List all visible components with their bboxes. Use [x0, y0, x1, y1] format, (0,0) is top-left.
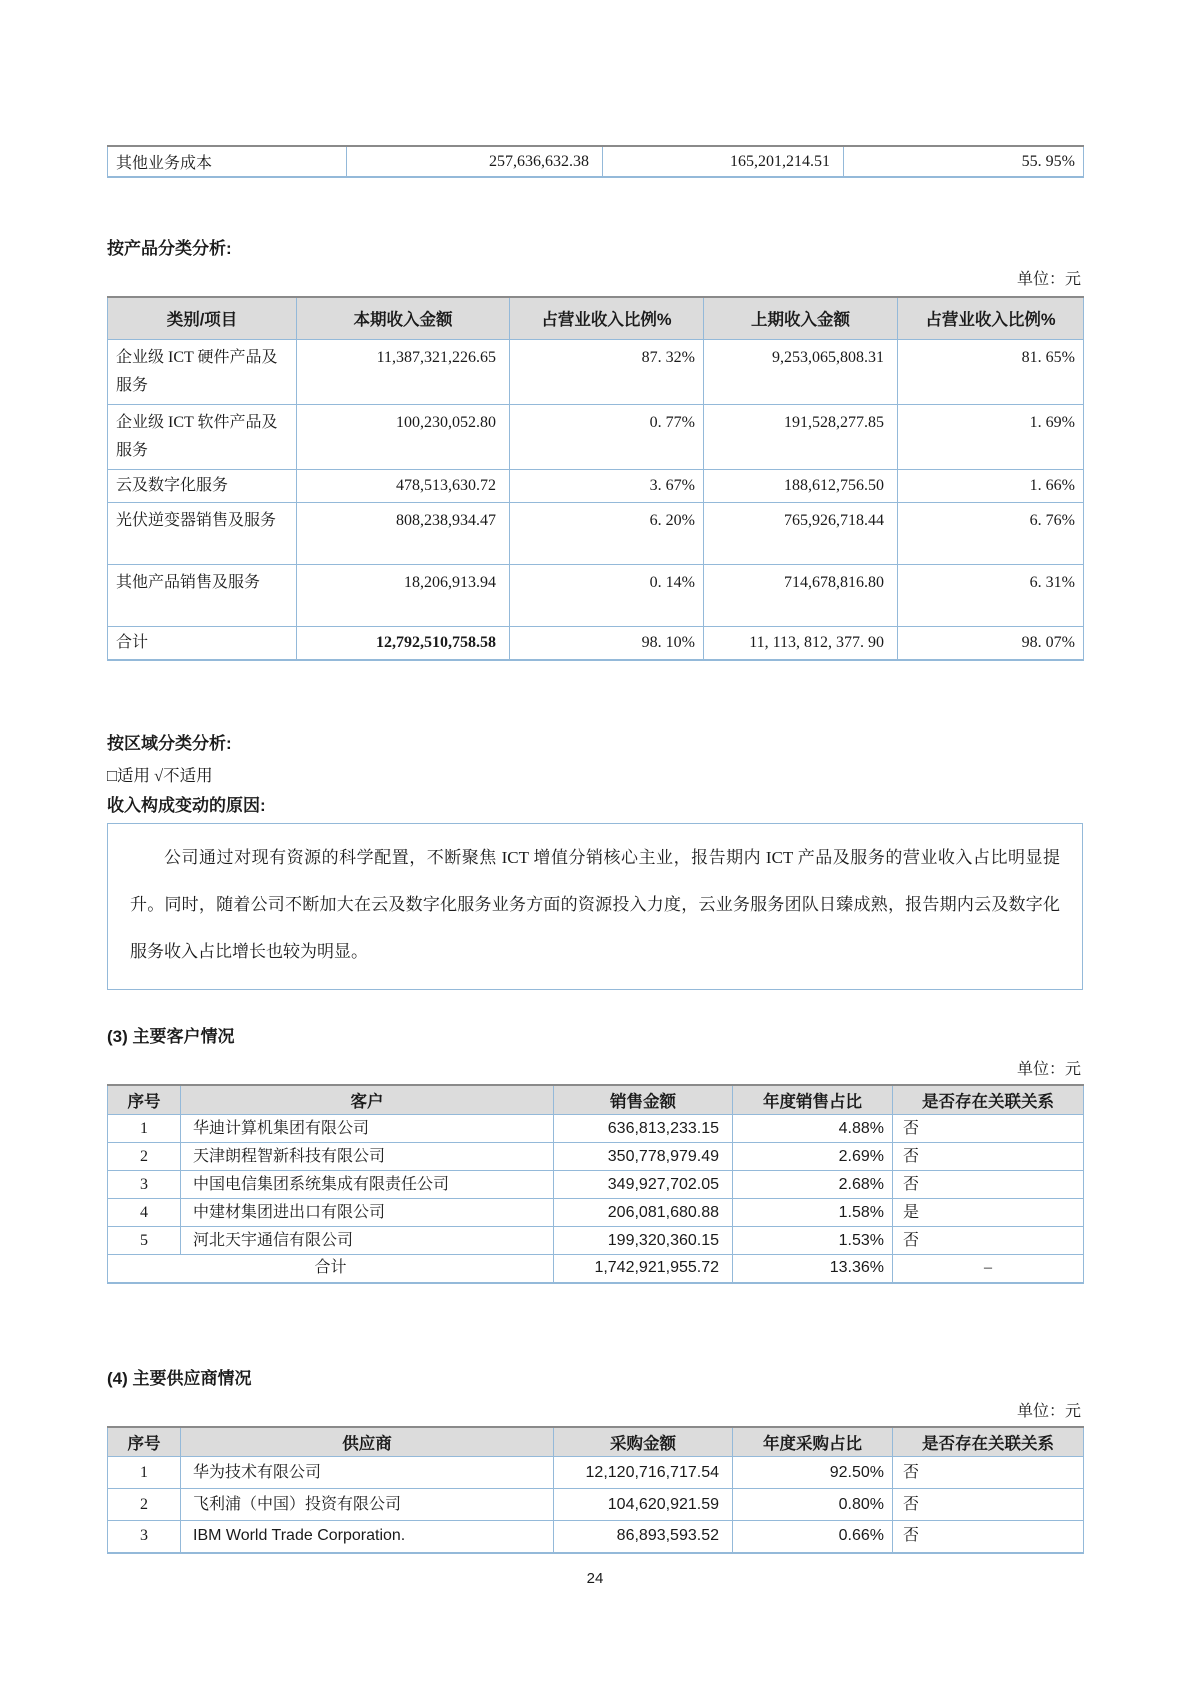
- other-cost-current-amount: 257,636,632.38: [347, 146, 603, 177]
- unit-label: 单位：元: [1016, 1402, 1081, 1420]
- supplier-table: [107, 1426, 1084, 1554]
- current-ratio-cell: 87. 32%: [510, 339, 704, 404]
- supplier-name-cell: 华为技术有限公司: [181, 1457, 554, 1489]
- total-current-ratio: 98. 10%: [510, 626, 704, 660]
- table-row: [108, 1143, 1084, 1171]
- total-related-dash: –: [893, 1255, 1084, 1283]
- table-header-row: [108, 1427, 1084, 1457]
- revenue-change-reason-box: 公司通过对现有资源的科学配置，不断聚焦 ICT 增值分销核心主业，报告期内 ICT 产品及服务的营业收入占比明显提升。同时，随着公司不断加大在云及数字化服务业务方面的资源投入力度，云业务服务团队日臻成熟，报告期内云及数字化服务收入占比增长也较为明显。: [107, 823, 1083, 990]
- table-header-row: [108, 1085, 1084, 1115]
- sales-ratio-cell: 2.69%: [733, 1143, 893, 1171]
- col-header-related: 是否存在关联关系: [893, 1085, 1084, 1115]
- index-cell: 1: [108, 1115, 181, 1143]
- sales-amount-cell: 199,320,360.15: [554, 1227, 733, 1255]
- col-header-related: 是否存在关联关系: [893, 1427, 1084, 1457]
- table-row: [108, 339, 1084, 404]
- product-table: [107, 296, 1084, 661]
- other-cost-table: [107, 145, 1084, 178]
- col-header-index: 序号: [108, 1427, 181, 1457]
- other-cost-ratio: 55. 95%: [844, 146, 1084, 177]
- other-cost-prior-amount: 165,201,214.51: [603, 146, 844, 177]
- total-sales-ratio: 13.36%: [733, 1255, 893, 1283]
- table-row: [108, 502, 1084, 564]
- table-row: [108, 1171, 1084, 1199]
- related-cell: 否: [893, 1227, 1084, 1255]
- related-cell: 否: [893, 1521, 1084, 1553]
- sales-ratio-cell: 1.53%: [733, 1227, 893, 1255]
- index-cell: 2: [108, 1489, 181, 1521]
- major-customers-heading: (3) 主要客户情况: [107, 1026, 235, 1046]
- col-header-current-amount: 本期收入金额: [297, 297, 510, 339]
- col-header-category: 类别/项目: [108, 297, 297, 339]
- table-row: [108, 1521, 1084, 1553]
- related-cell: 否: [893, 1457, 1084, 1489]
- customer-name-cell: 天津朗程智新科技有限公司: [181, 1143, 554, 1171]
- table-row: [108, 404, 1084, 469]
- sales-ratio-cell: 1.58%: [733, 1199, 893, 1227]
- table-row: [108, 146, 1084, 177]
- sales-amount-cell: 206,081,680.88: [554, 1199, 733, 1227]
- purchase-amount-cell: 12,120,716,717.54: [554, 1457, 733, 1489]
- customer-table: [107, 1084, 1084, 1284]
- purchase-ratio-cell: 92.50%: [733, 1457, 893, 1489]
- related-cell: 否: [893, 1489, 1084, 1521]
- category-cell: 企业级 ICT 软件产品及服务: [108, 404, 297, 469]
- page-number: 24: [586, 1569, 604, 1587]
- page-content: [107, 0, 1083, 1587]
- prior-amount-cell: 765,926,718.44: [704, 502, 898, 564]
- customer-name-cell: 华迪计算机集团有限公司: [181, 1115, 554, 1143]
- prior-amount-cell: 9,253,065,808.31: [704, 339, 898, 404]
- related-cell: 否: [893, 1171, 1084, 1199]
- col-header-index: 序号: [108, 1085, 181, 1115]
- category-cell: 其他产品销售及服务: [108, 564, 297, 626]
- current-amount-cell: 11,387,321,226.65: [297, 339, 510, 404]
- revenue-change-reason-heading: 收入构成变动的原因:: [107, 795, 266, 815]
- prior-ratio-cell: 6. 76%: [898, 502, 1084, 564]
- current-amount-cell: 808,238,934.47: [297, 502, 510, 564]
- table-row: [108, 1489, 1084, 1521]
- sales-ratio-cell: 4.88%: [733, 1115, 893, 1143]
- current-amount-cell: 18,206,913.94: [297, 564, 510, 626]
- table-row: [108, 1227, 1084, 1255]
- col-header-supplier: 供应商: [181, 1427, 554, 1457]
- purchase-amount-cell: 104,620,921.59: [554, 1489, 733, 1521]
- customer-name-cell: 中建材集团进出口有限公司: [181, 1199, 554, 1227]
- customer-name-cell: 中国电信集团系统集成有限责任公司: [181, 1171, 554, 1199]
- col-header-purchase-amount: 采购金额: [554, 1427, 733, 1457]
- col-header-prior-ratio: 占营业收入比例%: [898, 297, 1084, 339]
- prior-ratio-cell: 6. 31%: [898, 564, 1084, 626]
- sales-amount-cell: 349,927,702.05: [554, 1171, 733, 1199]
- total-label: 合计: [108, 1255, 554, 1283]
- sales-amount-cell: 636,813,233.15: [554, 1115, 733, 1143]
- sales-ratio-cell: 2.68%: [733, 1171, 893, 1199]
- unit-label: 单位：元: [1016, 271, 1081, 288]
- applicability-line: □适用 √不适用: [107, 765, 213, 785]
- category-cell: 光伏逆变器销售及服务: [108, 502, 297, 564]
- col-header-prior-amount: 上期收入金额: [704, 297, 898, 339]
- table-row: [108, 469, 1084, 502]
- unit-label: 单位：元: [1016, 1060, 1081, 1078]
- purchase-ratio-cell: 0.66%: [733, 1521, 893, 1553]
- current-amount-cell: 478,513,630.72: [297, 469, 510, 502]
- total-row: [108, 626, 1084, 660]
- table-row: [108, 1199, 1084, 1227]
- category-cell: 企业级 ICT 硬件产品及服务: [108, 339, 297, 404]
- table-row: [108, 1115, 1084, 1143]
- customer-name-cell: 河北天宇通信有限公司: [181, 1227, 554, 1255]
- total-label: 合计: [108, 626, 297, 660]
- related-cell: 是: [893, 1199, 1084, 1227]
- index-cell: 3: [108, 1171, 181, 1199]
- prior-amount-cell: 191,528,277.85: [704, 404, 898, 469]
- purchase-amount-cell: 86,893,593.52: [554, 1521, 733, 1553]
- table-header-row: [108, 297, 1084, 339]
- col-header-purchase-ratio: 年度采购占比: [733, 1427, 893, 1457]
- index-cell: 3: [108, 1521, 181, 1553]
- current-amount-cell: 100,230,052.80: [297, 404, 510, 469]
- table-row: [108, 1457, 1084, 1489]
- col-header-sales-amount: 销售金额: [554, 1085, 733, 1115]
- total-prior-amount: 11, 113, 812, 377. 90: [704, 626, 898, 660]
- supplier-name-cell: IBM World Trade Corporation.: [181, 1521, 554, 1553]
- prior-amount-cell: 188,612,756.50: [704, 469, 898, 502]
- total-row: [108, 1255, 1084, 1283]
- col-header-current-ratio: 占营业收入比例%: [510, 297, 704, 339]
- current-ratio-cell: 0. 77%: [510, 404, 704, 469]
- supplier-name-cell: 飞利浦（中国）投资有限公司: [181, 1489, 554, 1521]
- total-prior-ratio: 98. 07%: [898, 626, 1084, 660]
- related-cell: 否: [893, 1143, 1084, 1171]
- col-header-sales-ratio: 年度销售占比: [733, 1085, 893, 1115]
- total-sales-amount: 1,742,921,955.72: [554, 1255, 733, 1283]
- prior-amount-cell: 714,678,816.80: [704, 564, 898, 626]
- total-current-amount: 12,792,510,758.58: [297, 626, 510, 660]
- major-suppliers-heading: (4) 主要供应商情况: [107, 1368, 252, 1388]
- product-analysis-heading: 按产品分类分析:: [107, 239, 232, 258]
- index-cell: 2: [108, 1143, 181, 1171]
- current-ratio-cell: 0. 14%: [510, 564, 704, 626]
- other-cost-label: 其他业务成本: [108, 146, 347, 177]
- region-analysis-heading: 按区域分类分析:: [107, 733, 232, 753]
- table-row: [108, 564, 1084, 626]
- current-ratio-cell: 3. 67%: [510, 469, 704, 502]
- index-cell: 5: [108, 1227, 181, 1255]
- prior-ratio-cell: 1. 69%: [898, 404, 1084, 469]
- prior-ratio-cell: 81. 65%: [898, 339, 1084, 404]
- category-cell: 云及数字化服务: [108, 469, 297, 502]
- related-cell: 否: [893, 1115, 1084, 1143]
- index-cell: 4: [108, 1199, 181, 1227]
- prior-ratio-cell: 1. 66%: [898, 469, 1084, 502]
- col-header-customer: 客户: [181, 1085, 554, 1115]
- sales-amount-cell: 350,778,979.49: [554, 1143, 733, 1171]
- current-ratio-cell: 6. 20%: [510, 502, 704, 564]
- purchase-ratio-cell: 0.80%: [733, 1489, 893, 1521]
- index-cell: 1: [108, 1457, 181, 1489]
